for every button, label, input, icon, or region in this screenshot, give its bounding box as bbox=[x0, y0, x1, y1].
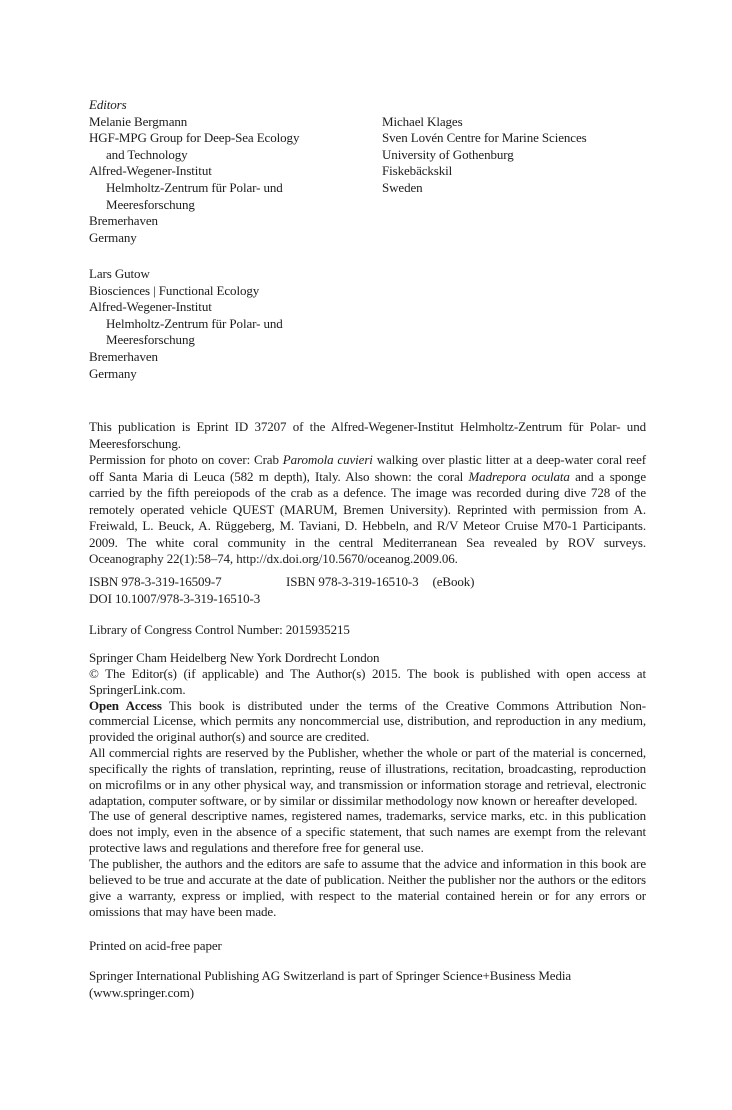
ebook-label: (eBook) bbox=[432, 574, 475, 589]
editors-columns bbox=[89, 114, 646, 247]
editor-line: University of Gothenburg bbox=[382, 146, 514, 162]
species-name-italic: Madrepora oculata bbox=[468, 468, 570, 484]
open-access-text: This book is distributed under the terms of the Creative Commons Attribution Non-commercial License, which permits any noncommercial use, distribution, and reproduction in any medium, provided the original author(s) and source are credited. bbox=[89, 697, 646, 745]
lccn-line bbox=[89, 622, 646, 639]
publisher-url: (www.springer.com) bbox=[89, 984, 194, 1000]
editor-line: Biosciences | Functional Ecology bbox=[89, 282, 260, 298]
cover-credit-text: walking over plastic litter at a deep-water coral reef off Santa Maria di Leuca (582 m depth), Italy. Also shown: the coral bbox=[89, 452, 646, 484]
editor-line: Meeresforschung bbox=[106, 332, 195, 348]
editor-line: Lars Gutow bbox=[89, 266, 150, 281]
editor-line: Meeresforschung bbox=[106, 196, 195, 212]
disclaimer-paragraph: The publisher, the authors and the editors are safe to assume that the advice and information in this book are believed to be true and accurate at the date of publication. Neither the publisher nor the authors or the editors give a warranty, express or implied, with respect to the material contained herein or for any errors or omissions that may have been made. bbox=[89, 855, 646, 919]
acid-free-note bbox=[89, 938, 646, 955]
editors-section bbox=[89, 97, 646, 246]
rights-paragraph: All commercial rights are reserved by the Publisher, whether the whole or part of the material is concerned, specifically the rights of translation, reprinting, reuse of illustrations, recitation, broadcasting, reproduction on microfilms or in any other physical way, and transmission or information storage and retrieval, electronic adaptation, computer software, or by similar or dissimilar methodology now known or hereafter developed. bbox=[89, 745, 646, 808]
species-name-italic: Paromola cuvieri bbox=[282, 452, 373, 467]
isbn-ebook: ISBN 978-3-319-16510-3 bbox=[286, 574, 419, 589]
cover-credit-text: and a sponge carried by the fifth pereiopods of the crab as a defence. The image was recorded during dive 728 of the remotely operated vehicle QUEST (MARUM, Bremen University). Reprinted with permission from A. Freiwald, L. Beuck, A. Rüggeberg, M. Taviani, D. Hebbeln, and R/V Meteor Cruise M70-1 Participants. 2009. The white coral community in the central Mediterranean Sea revealed by ROV surveys. Oceanography 22(1):58–74, http://dx.doi.org/10.5670/oceanog.2009.06. bbox=[89, 468, 647, 566]
editors-heading: Editors bbox=[89, 97, 127, 112]
editor-line: Melanie Bergmann bbox=[89, 113, 188, 129]
editor-melanie-bergmann bbox=[89, 114, 382, 247]
isbn-print: ISBN 978-3-319-16509-7 bbox=[89, 574, 222, 589]
publication-notes bbox=[89, 419, 646, 568]
publisher-note bbox=[89, 968, 646, 1001]
editor-line: Germany bbox=[89, 229, 137, 245]
isbn-row bbox=[89, 574, 646, 591]
editor-lars-gutow bbox=[89, 266, 646, 382]
editor-line: Germany bbox=[89, 365, 137, 381]
editor-line: Bremerhaven bbox=[89, 348, 158, 364]
publisher-cities: Springer Cham Heidelberg New York Dordrecht London bbox=[89, 650, 380, 665]
trademark-paragraph: The use of general descriptive names, registered names, trademarks, service marks, etc. in this publication does not imply, even in the absence of a specific statement, that such names are exempt from the relevant protective laws and regulations and therefore free for general use. bbox=[89, 808, 646, 856]
eprint-note: This publication is Eprint ID 37207 of the Alfred-Wegener-Institut Helmholtz-Zentrum für Polar- und Meeresforschung. bbox=[89, 419, 646, 451]
lccn-text: Library of Congress Control Number: 2015935215 bbox=[89, 622, 350, 637]
editor-line: and Technology bbox=[106, 146, 188, 162]
imprint-section bbox=[89, 650, 646, 919]
cover-credit-paragraph bbox=[89, 452, 646, 568]
editor-line: Fiskebäckskil bbox=[382, 163, 453, 179]
copyright-line: © The Editor(s) (if applicable) and The Author(s) 2015. The book is published with open access at SpringerLink.com. bbox=[89, 665, 646, 697]
editor-line: HGF-MPG Group for Deep-Sea Ecology bbox=[89, 130, 300, 146]
editor-line: Alfred-Wegener-Institut bbox=[89, 299, 212, 315]
editor-line: Sweden bbox=[382, 179, 423, 195]
acid-free-text: Printed on acid-free paper bbox=[89, 938, 222, 953]
editor-line: Bremerhaven bbox=[89, 213, 158, 229]
editor-line: Michael Klages bbox=[382, 113, 463, 129]
editor-line: Sven Lovén Centre for Marine Sciences bbox=[382, 130, 587, 146]
editor-line: Helmholtz-Zentrum für Polar- und bbox=[106, 179, 283, 195]
open-access-label: Open Access bbox=[89, 697, 162, 713]
isbn-section bbox=[89, 574, 646, 607]
editor-michael-klages bbox=[382, 114, 646, 247]
open-access-paragraph bbox=[89, 698, 646, 746]
editor-line: Alfred-Wegener-Institut bbox=[89, 163, 212, 179]
publisher-note-text: Springer International Publishing AG Switzerland is part of Springer Science+Business Media bbox=[89, 968, 572, 983]
doi-line: DOI 10.1007/978-3-319-16510-3 bbox=[89, 590, 261, 606]
editor-line: Helmholtz-Zentrum für Polar- und bbox=[106, 315, 283, 331]
cover-credit-text: Permission for photo on cover: Crab bbox=[89, 452, 283, 467]
